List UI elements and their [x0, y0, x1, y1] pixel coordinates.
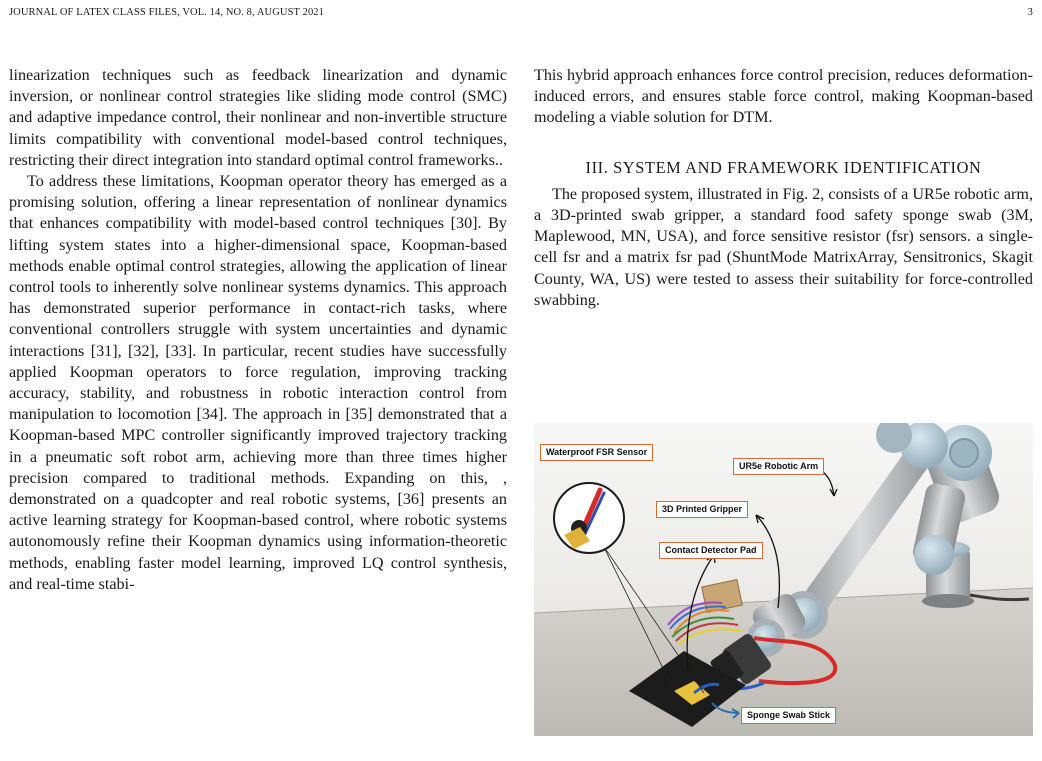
label-contact-detector-pad: Contact Detector Pad	[659, 542, 763, 559]
left-column	[9, 65, 507, 595]
page-header	[9, 7, 1033, 21]
section-heading: III. SYSTEM AND FRAMEWORK IDENTIFICATION	[585, 157, 982, 177]
right-column	[534, 65, 1033, 311]
journal-title: JOURNAL OF LATEX CLASS FILES, VOL. 14, NO. 8, AUGUST 2021	[9, 7, 324, 18]
label-3d-printed-gripper: 3D Printed Gripper	[656, 501, 748, 518]
right-paragraph-1: This hybrid approach enhances force control precision, reduces deformation-induced errors, and ensures stable force control, making Koopman-based modeling a viable solution for DTM.	[534, 67, 1033, 127]
fsr-sensor-inset	[554, 483, 624, 553]
label-sponge-swab-stick: Sponge Swab Stick	[741, 707, 836, 724]
page-number: 3	[1027, 7, 1033, 18]
label-ur5e-robotic-arm: UR5e Robotic Arm	[733, 458, 824, 475]
left-paragraph-1: linearization techniques such as feedback linearization and dynamic inversion, or nonlinear control strategies like sliding mode control (SMC) and adaptive impedance control, their nonlinear and non-invertible structure limits compatibility with conventional model-based control techniques, restricting their direct integration into standard optimal control frameworks..	[9, 67, 507, 169]
right-paragraph-2: The proposed system, illustrated in Fig. 2, consists of a UR5e robotic arm, a 3D-printed swab gripper, a standard food safety sponge swab (3M, Maplewood, MN, USA), and force sensitive resistor (fsr) sensors. a single-cell fsr and a matrix fsr pad (ShuntMode MatrixArray, Sensitronics, Skagit County, WA, US) were tested to assess their suitability for force-controlled swabbing.	[534, 185, 1033, 309]
figure-robot-setup	[534, 423, 1033, 736]
label-waterproof-fsr-sensor: Waterproof FSR Sensor	[540, 444, 653, 461]
left-paragraph-2: To address these limitations, Koopman operator theory has emerged as a promising solution, offering a linear representation of nonlinear dynamics that enhances compatibility with model-based control techniques [30]. By lifting system states into a higher-dimensional space, Koopman-based methods enable optimal control strategies, allowing the application of linear control tools to inherently solve nonlinear systems dynamics. This approach has demonstrated superior performance in contact-rich tasks, where conventional controllers struggle with system uncertainties and dynamic interactions [31], [32], [33]. In particular, recent studies have successfully applied Koopman operators to force regulation, improving tracking accuracy, stability, and robustness in robotic interaction control from manipulation to locomotion [34]. The approach in [35] demonstrated that a Koopman-based MPC controller significantly improved trajectory tracking in a pneumatic soft robot arm, achieving more than three times higher precision compared to traditional methods. Expanding on this, , demonstrated on a quadcopter and real robotic systems, [36] presents an active learning strategy for Koopman-based control, where robotic systems autonomously refine their Koopman dynamics using information-theoretic methods, enabling faster model learning, improved LQ control synthesis, and real-time stabi-	[9, 173, 507, 593]
